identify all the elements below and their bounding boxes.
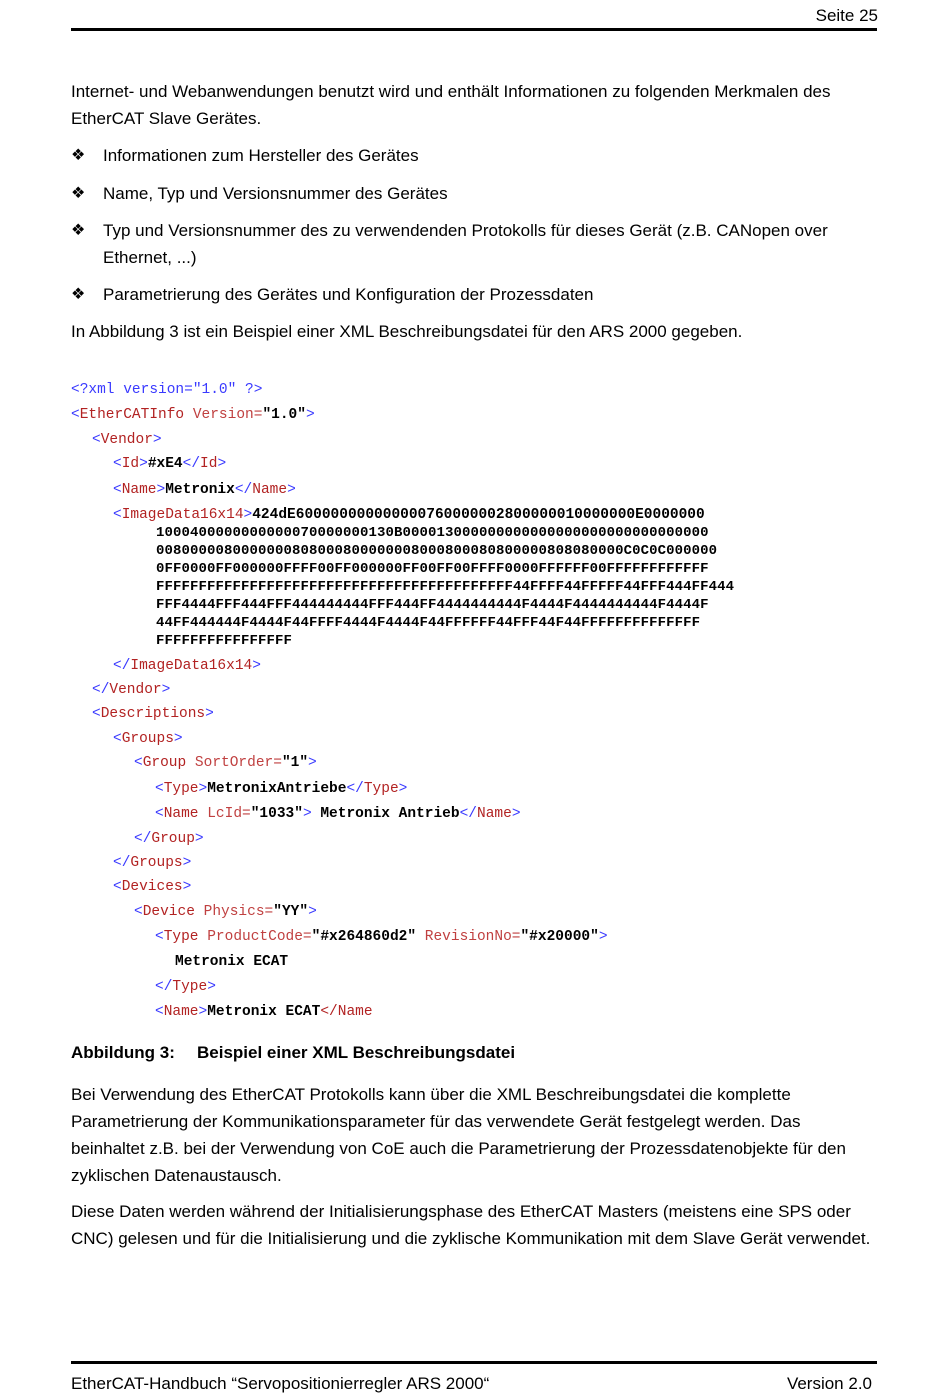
xml-name-line: <Name>Metronix</Name>	[113, 482, 296, 498]
xml-device-name-line: <Name>Metronix ECAT</Name	[155, 1004, 373, 1020]
xml-imagedata-line: 0080000080000000808000800000008000800080800000808080000C0C0C000000	[156, 543, 718, 559]
xml-declaration: <?xml version="1.0" ?>	[71, 382, 263, 398]
bullet-text: Name, Typ und Versionsnummer des Gerätes	[103, 184, 448, 203]
xml-groups-close: </Groups>	[113, 855, 192, 871]
xml-id-line: <Id>#xE4</Id>	[113, 456, 227, 472]
xml-imagedata-line: 0FF0000FF000000FFFF00FF000000FF00FF00FFFF0000FFFFFF00FFFFFFFFFFFF	[156, 561, 709, 577]
xml-device-type-close: </Type>	[155, 979, 216, 995]
xml-imagedata-line: 1000400000000000070000000130B000013000000000000000000000000000000	[156, 525, 709, 541]
xml-ethercatinfo-open: <EtherCATInfo Version="1.0">	[71, 407, 315, 423]
xml-group-open: <Group SortOrder="1">	[134, 755, 317, 771]
body-paragraph: Bei Verwendung des EtherCAT Protokolls kann über die XML Beschreibungsdatei die komplette Parametrierung der Kommunikationsparameter für das verwendete Gerät festgelegt werden. Das beinhaltet z.B. bei der Verwendung von CoE auch die Parametrierung der Prozessdatenobjekte für den zyklischen Datenaustausch.	[71, 1085, 846, 1185]
caption-text: Beispiel einer XML Beschreibungsdatei	[197, 1043, 516, 1062]
xml-device-type-open: <Type ProductCode="#x264860d2" RevisionNo="#x20000">	[155, 929, 608, 945]
figure-reference: In Abbildung 3 ist ein Beispiel einer XML Beschreibungsdatei für den ARS 2000 gegeben.	[71, 322, 743, 341]
bullet-icon: ❖	[71, 147, 86, 164]
footer-version: Version 2.0	[786, 1374, 872, 1393]
xml-device-open: <Device Physics="YY">	[134, 904, 317, 920]
bullet-icon: ❖	[71, 185, 86, 202]
xml-imagedata-open: <ImageData16x14>424dE600000000000000760000002800000010000000E0000000	[113, 507, 705, 523]
xml-group-name-line: <Name LcId="1033"> Metronix Antrieb</Name>	[155, 806, 521, 822]
intro-paragraph: Internet- und Webanwendungen benutzt wird und enthält Informationen zu folgenden Merkmalen des EtherCAT Slave Gerätes.	[71, 82, 831, 128]
xml-vendor-close: </Vendor>	[92, 682, 171, 698]
bullet-text: Parametrierung des Gerätes und Konfiguration der Prozessdaten	[103, 285, 594, 304]
xml-imagedata-line: FFFFFFFFFFFFFFFF	[156, 633, 293, 649]
header-rule	[71, 28, 877, 31]
bullet-text: Typ und Versionsnummer des zu verwendenden Protokolls für dieses Gerät (z.B. CANopen over Ethernet, ...)	[103, 221, 828, 267]
xml-devices-open: <Devices>	[113, 879, 192, 895]
xml-groups-open: <Groups>	[113, 731, 183, 747]
page-number: Seite 25	[815, 6, 878, 25]
xml-imagedata-line: 44FF444444F4444F44FFFF4444F4444F44FFFFFF44FFF44F44FFFFFFFFFFFFFF	[156, 615, 701, 631]
xml-group-close: </Group>	[134, 831, 204, 847]
xml-descriptions-open: <Descriptions>	[92, 706, 214, 722]
figure-caption	[71, 1043, 516, 1063]
footer-title: EtherCAT-Handbuch “Servopositionierregler ARS 2000“	[71, 1374, 490, 1393]
xml-device-type-value: Metronix ECAT	[175, 954, 289, 970]
xml-imagedata-line: FFFFFFFFFFFFFFFFFFFFFFFFFFFFFFFFFFFFFFFFFF44FFFF44FFFFF44FFF444FF444	[156, 579, 735, 595]
caption-label: Abbildung 3:	[71, 1043, 175, 1062]
xml-imagedata-close: </ImageData16x14>	[113, 658, 261, 674]
bullet-icon: ❖	[71, 286, 86, 303]
xml-group-type-line: <Type>MetronixAntriebe</Type>	[155, 781, 408, 797]
bullet-icon: ❖	[71, 222, 86, 239]
footer-rule	[71, 1361, 877, 1364]
bullet-text: Informationen zum Hersteller des Gerätes	[103, 146, 419, 165]
xml-imagedata-line: FFF4444FFF444FFF444444444FFF444FF4444444444F4444F4444444444F4444F	[156, 597, 709, 613]
body-paragraph: Diese Daten werden während der Initialisierungsphase des EtherCAT Masters (meistens eine SPS oder CNC) gelesen und für die Initialisierung und die zyklische Kommunikation mit dem Slave Gerät verwendet.	[71, 1202, 871, 1248]
xml-vendor-open: <Vendor>	[92, 432, 162, 448]
